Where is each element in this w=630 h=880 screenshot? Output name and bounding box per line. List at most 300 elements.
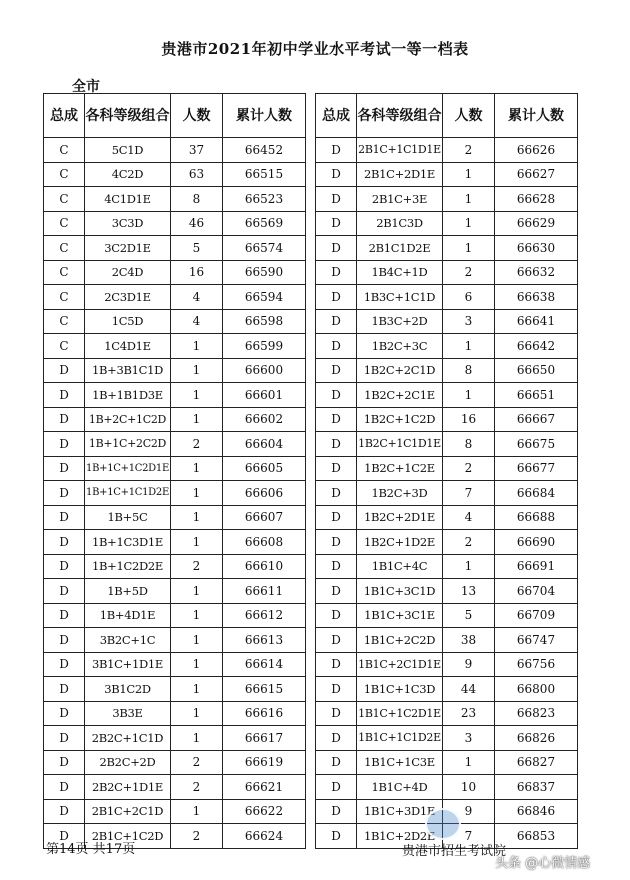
cell-combo: 1B+1C+1C1D2E	[85, 481, 171, 506]
cell-count: 9	[443, 799, 495, 824]
cell-grade: D	[44, 358, 85, 383]
cell-cumulative: 66615	[223, 677, 306, 702]
header-combo: 各科等级组合	[357, 94, 443, 138]
cell-grade: D	[44, 407, 85, 432]
cell-count: 7	[443, 824, 495, 849]
cell-grade: D	[316, 701, 357, 726]
cell-count: 7	[443, 481, 495, 506]
cell-cumulative: 66675	[495, 432, 578, 457]
cell-count: 2	[171, 554, 223, 579]
cell-cumulative: 66605	[223, 456, 306, 481]
cell-combo: 4C2D	[85, 162, 171, 187]
cell-grade: D	[316, 726, 357, 751]
cell-cumulative: 66606	[223, 481, 306, 506]
table-row	[44, 138, 306, 163]
cell-grade: D	[316, 432, 357, 457]
cell-combo: 1C4D1E	[85, 334, 171, 359]
cell-combo: 2C4D	[85, 260, 171, 285]
cell-count: 4	[171, 285, 223, 310]
cell-count: 37	[171, 138, 223, 163]
cell-grade: D	[44, 579, 85, 604]
table-row	[316, 652, 578, 677]
cell-grade: D	[44, 505, 85, 530]
cell-count: 1	[171, 579, 223, 604]
cell-grade: D	[316, 456, 357, 481]
table-row	[316, 677, 578, 702]
cell-cumulative: 66617	[223, 726, 306, 751]
cell-combo: 1B1C+2C1D1E	[357, 652, 443, 677]
cell-cumulative: 66641	[495, 309, 578, 334]
table-row	[316, 530, 578, 555]
cell-count: 2	[443, 260, 495, 285]
cell-grade: C	[44, 260, 85, 285]
table-row	[44, 456, 306, 481]
table-row	[44, 701, 306, 726]
cell-count: 8	[171, 187, 223, 212]
cell-count: 63	[171, 162, 223, 187]
table-row	[44, 505, 306, 530]
table-row	[44, 236, 306, 261]
table-row	[316, 554, 578, 579]
header-count: 人数	[171, 94, 223, 138]
cell-cumulative: 66626	[495, 138, 578, 163]
table-row	[44, 628, 306, 653]
cell-combo: 2B2C+1C1D	[85, 726, 171, 751]
cell-combo: 1B3C+2D	[357, 309, 443, 334]
table-row	[44, 554, 306, 579]
cell-grade: C	[44, 334, 85, 359]
cell-grade: C	[44, 162, 85, 187]
table-row	[44, 775, 306, 800]
cell-combo: 1B1C+4D	[357, 775, 443, 800]
cell-combo: 2B1C+3E	[357, 187, 443, 212]
cell-grade: D	[316, 211, 357, 236]
issuing-organization: 贵港市招生考试院	[402, 844, 507, 859]
table-row	[44, 750, 306, 775]
cell-count: 1	[171, 799, 223, 824]
cell-combo: 1B+1B1D3E	[85, 383, 171, 408]
cell-cumulative: 66607	[223, 505, 306, 530]
cell-cumulative: 66601	[223, 383, 306, 408]
table-row	[316, 138, 578, 163]
table-row	[44, 481, 306, 506]
cell-grade: D	[44, 677, 85, 702]
cell-combo: 1B+5C	[85, 505, 171, 530]
cell-count: 1	[171, 652, 223, 677]
cell-cumulative: 66651	[495, 383, 578, 408]
cell-count: 1	[171, 603, 223, 628]
cell-cumulative: 66638	[495, 285, 578, 310]
cell-grade: D	[44, 652, 85, 677]
table-row	[44, 726, 306, 751]
cell-cumulative: 66747	[495, 628, 578, 653]
cell-count: 1	[171, 701, 223, 726]
score-table-right	[315, 93, 578, 849]
header-cumulative: 累计人数	[223, 94, 306, 138]
cell-cumulative: 66594	[223, 285, 306, 310]
cell-cumulative: 66704	[495, 579, 578, 604]
cell-cumulative: 66624	[223, 824, 306, 849]
cell-cumulative: 66629	[495, 211, 578, 236]
cell-cumulative: 66600	[223, 358, 306, 383]
table-row	[44, 432, 306, 457]
header-grade: 总成	[44, 94, 85, 138]
cell-cumulative: 66630	[495, 236, 578, 261]
cell-grade: D	[316, 824, 357, 849]
cell-count: 1	[171, 456, 223, 481]
cell-cumulative: 66612	[223, 603, 306, 628]
cell-grade: D	[316, 603, 357, 628]
cell-count: 16	[443, 407, 495, 432]
cell-cumulative: 66523	[223, 187, 306, 212]
cell-combo: 1B+1C+1C2D1E	[85, 456, 171, 481]
cell-count: 23	[443, 701, 495, 726]
cell-grade: D	[316, 775, 357, 800]
cell-cumulative: 66684	[495, 481, 578, 506]
cell-count: 2	[171, 750, 223, 775]
watermark-logo-icon	[425, 808, 461, 840]
cell-combo: 3C3D	[85, 211, 171, 236]
cell-count: 9	[443, 652, 495, 677]
cell-combo: 1B2C+2C1D	[357, 358, 443, 383]
cell-combo: 2B2C+2D	[85, 750, 171, 775]
region-label: 全市	[72, 79, 100, 95]
cell-count: 4	[443, 505, 495, 530]
cell-combo: 1C5D	[85, 309, 171, 334]
table-row	[316, 481, 578, 506]
cell-grade: D	[316, 260, 357, 285]
cell-combo: 3B3E	[85, 701, 171, 726]
cell-count: 3	[443, 309, 495, 334]
cell-count: 5	[443, 603, 495, 628]
cell-grade: D	[44, 383, 85, 408]
cell-combo: 1B1C+1C3D	[357, 677, 443, 702]
cell-cumulative: 66599	[223, 334, 306, 359]
cell-cumulative: 66853	[495, 824, 578, 849]
cell-cumulative: 66614	[223, 652, 306, 677]
table-row	[316, 236, 578, 261]
cell-combo: 1B1C+1C1D2E	[357, 726, 443, 751]
header-cumulative: 累计人数	[495, 94, 578, 138]
cell-combo: 2B2C+1D1E	[85, 775, 171, 800]
cell-count: 2	[443, 530, 495, 555]
table-row	[44, 603, 306, 628]
cell-count: 1	[171, 407, 223, 432]
cell-count: 38	[443, 628, 495, 653]
cell-combo: 2B1C+1C1D1E	[357, 138, 443, 163]
cell-cumulative: 66642	[495, 334, 578, 359]
cell-count: 10	[443, 775, 495, 800]
cell-combo: 1B+2C+1C2D	[85, 407, 171, 432]
cell-grade: D	[316, 309, 357, 334]
cell-count: 1	[171, 358, 223, 383]
cell-count: 1	[443, 187, 495, 212]
cell-grade: D	[316, 554, 357, 579]
cell-count: 46	[171, 211, 223, 236]
cell-combo: 2B1C1D2E	[357, 236, 443, 261]
cell-count: 1	[443, 383, 495, 408]
cell-grade: D	[316, 505, 357, 530]
cell-grade: D	[316, 579, 357, 604]
cell-cumulative: 66569	[223, 211, 306, 236]
cell-combo: 1B4C+1D	[357, 260, 443, 285]
cell-combo: 2B1C+2C1D	[85, 799, 171, 824]
cell-count: 1	[443, 211, 495, 236]
table-row	[316, 309, 578, 334]
cell-count: 3	[443, 726, 495, 751]
table-row	[316, 628, 578, 653]
cell-combo: 2B1C+2D1E	[357, 162, 443, 187]
cell-grade: C	[44, 285, 85, 310]
watermark-text: 头条 @心微情感	[495, 856, 591, 871]
table-row	[44, 358, 306, 383]
cell-combo: 1B2C+2C1E	[357, 383, 443, 408]
cell-combo: 1B3C+1C1D	[357, 285, 443, 310]
cell-combo: 1B+4D1E	[85, 603, 171, 628]
cell-combo: 1B1C+1C2D1E	[357, 701, 443, 726]
cell-count: 2	[171, 432, 223, 457]
cell-count: 2	[171, 824, 223, 849]
cell-grade: D	[316, 285, 357, 310]
cell-combo: 1B2C+1C2E	[357, 456, 443, 481]
cell-grade: D	[316, 628, 357, 653]
cell-cumulative: 66628	[495, 187, 578, 212]
cell-grade: D	[316, 334, 357, 359]
cell-count: 8	[443, 432, 495, 457]
document-title: 贵港市2021年初中学业水平考试一等一档表	[161, 40, 469, 58]
cell-combo: 1B2C+1D2E	[357, 530, 443, 555]
cell-grade: D	[44, 750, 85, 775]
cell-combo: 1B+1C3D1E	[85, 530, 171, 555]
cell-cumulative: 66650	[495, 358, 578, 383]
cell-grade: D	[44, 603, 85, 628]
cell-grade: D	[44, 701, 85, 726]
cell-grade: C	[44, 138, 85, 163]
cell-combo: 1B1C+4C	[357, 554, 443, 579]
cell-combo: 5C1D	[85, 138, 171, 163]
cell-cumulative: 66837	[495, 775, 578, 800]
cell-grade: D	[316, 162, 357, 187]
cell-cumulative: 66598	[223, 309, 306, 334]
table-row	[44, 162, 306, 187]
cell-cumulative: 66800	[495, 677, 578, 702]
cell-cumulative: 66691	[495, 554, 578, 579]
cell-count: 13	[443, 579, 495, 604]
cell-grade: D	[44, 628, 85, 653]
cell-count: 4	[171, 309, 223, 334]
cell-count: 6	[443, 285, 495, 310]
cell-count: 5	[171, 236, 223, 261]
cell-count: 1	[171, 383, 223, 408]
cell-combo: 1B1C+3C1D	[357, 579, 443, 604]
cell-count: 44	[443, 677, 495, 702]
cell-cumulative: 66619	[223, 750, 306, 775]
cell-count: 1	[443, 236, 495, 261]
cell-count: 16	[171, 260, 223, 285]
cell-grade: D	[44, 456, 85, 481]
cell-count: 1	[443, 554, 495, 579]
cell-cumulative: 66610	[223, 554, 306, 579]
table-header-row	[44, 94, 306, 138]
cell-cumulative: 66823	[495, 701, 578, 726]
cell-cumulative: 66827	[495, 750, 578, 775]
cell-cumulative: 66604	[223, 432, 306, 457]
cell-combo: 1B1C+2D2E	[357, 824, 443, 849]
cell-count: 1	[171, 726, 223, 751]
cell-count: 1	[171, 530, 223, 555]
cell-grade: D	[44, 481, 85, 506]
page-number: 第14页 共17页	[46, 842, 136, 857]
cell-cumulative: 66826	[495, 726, 578, 751]
cell-count: 8	[443, 358, 495, 383]
cell-cumulative: 66688	[495, 505, 578, 530]
cell-combo: 1B2C+2D1E	[357, 505, 443, 530]
header-combo: 各科等级组合	[85, 94, 171, 138]
cell-grade: D	[316, 677, 357, 702]
table-row	[316, 211, 578, 236]
table-row	[316, 750, 578, 775]
cell-cumulative: 66709	[495, 603, 578, 628]
cell-grade: D	[316, 358, 357, 383]
cell-count: 2	[443, 138, 495, 163]
cell-combo: 1B2C+1C1D1E	[357, 432, 443, 457]
cell-cumulative: 66667	[495, 407, 578, 432]
cell-cumulative: 66677	[495, 456, 578, 481]
cell-combo: 4C1D1E	[85, 187, 171, 212]
table-row	[316, 260, 578, 285]
table-row	[44, 187, 306, 212]
score-table-left	[43, 93, 306, 849]
cell-grade: D	[316, 383, 357, 408]
cell-combo: 1B+1C2D2E	[85, 554, 171, 579]
cell-grade: D	[316, 652, 357, 677]
cell-grade: D	[316, 138, 357, 163]
cell-grade: D	[44, 432, 85, 457]
cell-count: 1	[171, 505, 223, 530]
table-row	[44, 285, 306, 310]
cell-grade: D	[316, 236, 357, 261]
cell-grade: D	[44, 799, 85, 824]
cell-grade: C	[44, 211, 85, 236]
cell-count: 1	[171, 628, 223, 653]
cell-count: 1	[443, 750, 495, 775]
cell-combo: 2C3D1E	[85, 285, 171, 310]
cell-count: 1	[171, 334, 223, 359]
table-row	[44, 579, 306, 604]
cell-combo: 3B1C2D	[85, 677, 171, 702]
table-row	[44, 407, 306, 432]
cell-cumulative: 66608	[223, 530, 306, 555]
cell-grade: D	[44, 530, 85, 555]
table-row	[44, 309, 306, 334]
cell-grade: D	[316, 750, 357, 775]
cell-combo: 2B1C3D	[357, 211, 443, 236]
cell-combo: 3C2D1E	[85, 236, 171, 261]
cell-cumulative: 66621	[223, 775, 306, 800]
table-row	[316, 456, 578, 481]
cell-grade: D	[316, 481, 357, 506]
cell-combo: 3B2C+1C	[85, 628, 171, 653]
cell-combo: 1B1C+1C3E	[357, 750, 443, 775]
header-grade: 总成	[316, 94, 357, 138]
cell-grade: D	[316, 407, 357, 432]
cell-combo: 1B1C+3C1E	[357, 603, 443, 628]
table-row	[316, 775, 578, 800]
table-header-row	[316, 94, 578, 138]
table-row	[44, 211, 306, 236]
table-row	[316, 603, 578, 628]
table-row	[44, 383, 306, 408]
cell-combo: 1B+5D	[85, 579, 171, 604]
table-row	[316, 407, 578, 432]
cell-cumulative: 66616	[223, 701, 306, 726]
header-count: 人数	[443, 94, 495, 138]
table-row	[44, 260, 306, 285]
cell-grade: C	[44, 236, 85, 261]
cell-cumulative: 66602	[223, 407, 306, 432]
cell-cumulative: 66590	[223, 260, 306, 285]
cell-count: 1	[171, 677, 223, 702]
table-row	[316, 334, 578, 359]
cell-grade: D	[316, 187, 357, 212]
cell-cumulative: 66515	[223, 162, 306, 187]
cell-cumulative: 66613	[223, 628, 306, 653]
cell-cumulative: 66846	[495, 799, 578, 824]
cell-combo: 1B1C+2C2D	[357, 628, 443, 653]
cell-count: 2	[443, 456, 495, 481]
table-row	[316, 432, 578, 457]
cell-cumulative: 66632	[495, 260, 578, 285]
table-row	[44, 677, 306, 702]
cell-cumulative: 66756	[495, 652, 578, 677]
cell-count: 2	[171, 775, 223, 800]
cell-count: 1	[443, 162, 495, 187]
cell-grade: D	[44, 824, 85, 849]
cell-grade: D	[44, 554, 85, 579]
cell-combo: 1B+1C+2C2D	[85, 432, 171, 457]
cell-grade: C	[44, 309, 85, 334]
cell-cumulative: 66574	[223, 236, 306, 261]
cell-count: 1	[443, 334, 495, 359]
table-row	[316, 579, 578, 604]
table-row	[44, 652, 306, 677]
cell-combo: 1B2C+3D	[357, 481, 443, 506]
table-row	[316, 726, 578, 751]
cell-cumulative: 66627	[495, 162, 578, 187]
table-row	[316, 505, 578, 530]
cell-cumulative: 66690	[495, 530, 578, 555]
cell-combo: 1B2C+3C	[357, 334, 443, 359]
cell-combo: 1B1C+3D1E	[357, 799, 443, 824]
cell-grade: D	[44, 726, 85, 751]
table-row	[316, 383, 578, 408]
cell-combo: 2B1C+1C2D	[85, 824, 171, 849]
cell-cumulative: 66622	[223, 799, 306, 824]
cell-grade: D	[316, 799, 357, 824]
cell-count: 1	[171, 481, 223, 506]
table-row	[316, 358, 578, 383]
cell-cumulative: 66611	[223, 579, 306, 604]
table-row	[316, 187, 578, 212]
table-row	[316, 701, 578, 726]
table-row	[316, 285, 578, 310]
cell-combo: 1B+3B1C1D	[85, 358, 171, 383]
cell-grade: D	[316, 530, 357, 555]
cell-combo: 3B1C+1D1E	[85, 652, 171, 677]
cell-cumulative: 66452	[223, 138, 306, 163]
table-row	[316, 162, 578, 187]
table-row	[44, 799, 306, 824]
